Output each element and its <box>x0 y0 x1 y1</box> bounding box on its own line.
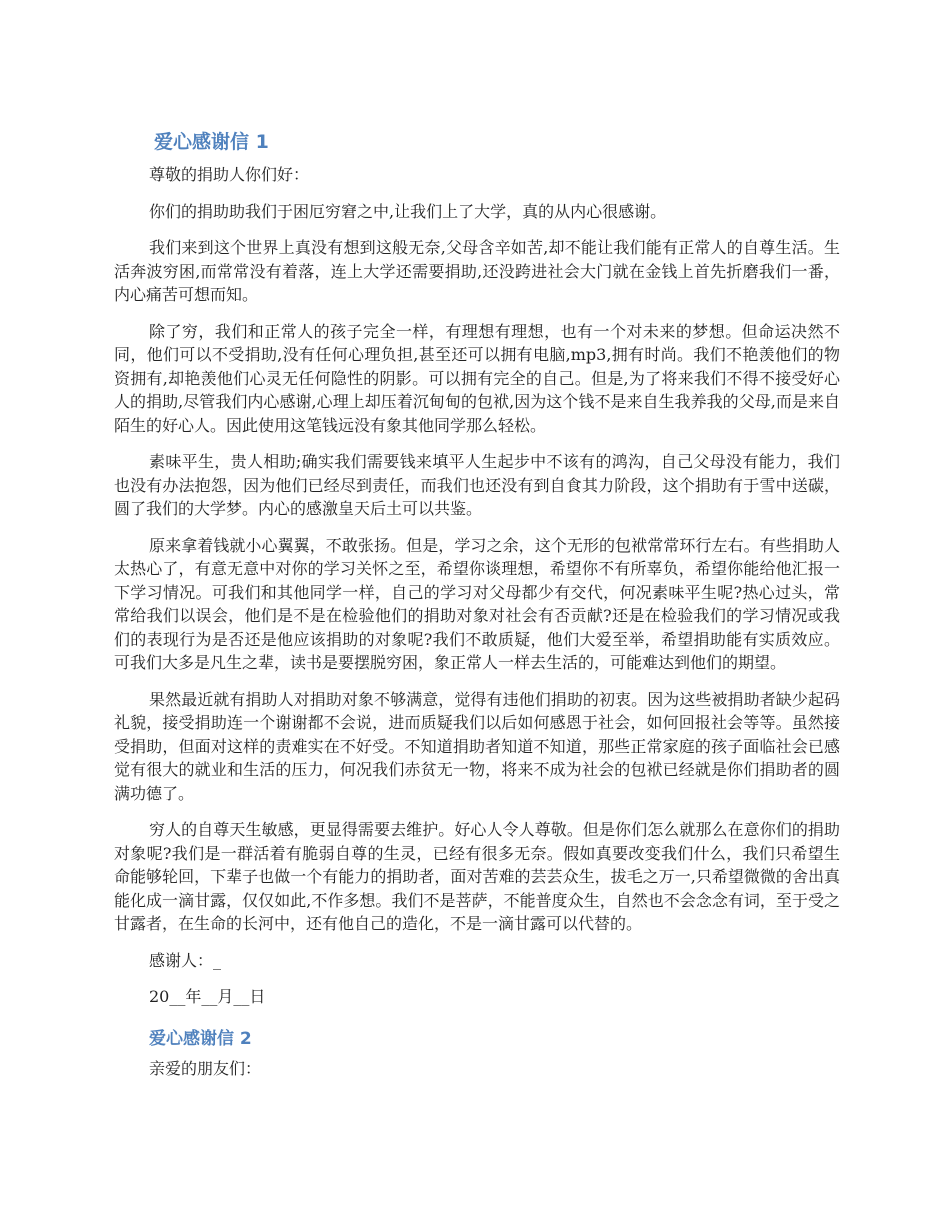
letter1-title: 爱心感谢信 1 <box>154 131 269 153</box>
letter1-paragraph: 我们来到这个世界上真没有想到这般无奈,父母含辛如苦,却不能让我们能有正常人的自尊生活。生活奔波穷困,而常常没有着落，连上大学还需要捐助,还没跨进社会大门就在金钱上首先折磨我们一番，内心痛苦可想而知。 <box>114 238 840 304</box>
document-body <box>114 122 840 1093</box>
letter1-paragraph: 除了穷，我们和正常人的孩子完全一样，有理想有理想，也有一个对未来的梦想。但命运决然不同，他们可以不受捐助,没有任何心理负担,甚至还可以拥有电脑,mp3,拥有时尚。我们不艳羡他们的物资拥有,却艳羡他们心灵无任何隐性的阴影。可以拥有完全的自己。但是,为了将来我们不得不接受好心人的捐助,尽管我们内心感谢,心理上却压着沉甸甸的包袱,因为这个钱不是来自生我养我的父母,而是来自陌生的好心人。因此使用这笔钱远没有象其他同学那么轻松。 <box>114 321 840 435</box>
letter1-greeting: 尊敬的捐助人你们好： <box>149 165 310 184</box>
letter1-date: 20__年__月__日 <box>149 987 266 1006</box>
letter1-paragraph: 你们的捐助助我们于困厄穷窘之中,让我们上了大学，真的从内心很感谢。 <box>149 201 667 221</box>
letter1-paragraph: 素味平生，贵人相助;确实我们需要钱来填平人生起步中不该有的鸿沟，自己父母没有能力，我们也没有办法抱怨，因为他们已经尽到责任，而我们也还没有到自食其力阶段，这个捐助有于雪中送碳，圆了我们的大学梦。内心的感激皇天后土可以共鉴。 <box>114 452 840 518</box>
letter2-title: 爱心感谢信 2 <box>149 1028 252 1049</box>
letter1-signature: 感谢人：_ <box>149 950 222 970</box>
letter1-paragraph: 穷人的自尊天生敏感，更显得需要去维护。好心人令人尊敬。但是你们怎么就那么在意你们的捐助对象呢?我们是一群活着有脆弱自尊的生灵，已经有很多无奈。假如真要改变我们什么，我们只希望生命能够轮回，下辈子也做一个有能力的捐助者，面对苦难的芸芸众生，拔毛之万一,只希望微微的舍出真能化成一滴甘露，仅仅如此,不作多想。我们不是菩萨，不能普度众生，自然也不会念念有词，至于受之甘露者，在生命的长河中，还有他自己的造化，不是一滴甘露可以代替的。 <box>114 820 840 933</box>
letter2-greeting: 亲爱的朋友们： <box>149 1058 262 1078</box>
letter1-paragraph: 果然最近就有捐助人对捐助对象不够满意，觉得有违他们捐助的初衷。因为这些被捐助者缺少起码礼貌，接受捐助连一个谢谢都不会说，进而质疑我们以后如何感恩于社会，如何回报社会等等。虽然接受捐助，但面对这样的责难实在不好受。不知道捐助者知道不知道，那些正常家庭的孩子面临社会已感觉有很大的就业和生活的压力，何况我们赤贫无一物，将来不成为社会的包袱已经就是你们捐助者的圆满功德了。 <box>114 689 840 803</box>
letter1-paragraph: 原来拿着钱就小心翼翼，不敢张扬。但是，学习之余，这个无形的包袱常常环行左右。有些捐助人太热心了，有意无意中对你的学习关怀之至，希望你谈理想，希望你不有所辜负，希望你能给他汇报一下学习情况。可我们和其他同学一样，自己的学习对父母都少有交代，何况素味平生呢?热心过头，常常给我们以误会，他们是不是在检验他们的捐助对象对社会有否贡献?还是在检验我们的学习情况或我们的表现行为是否还是他应该捐助的对象呢?我们不敢质疑，他们大爱至举，希望捐助能有实质效应。可我们大多是凡生之辈，读书是要摆脱穷困，象正常人一样去生活的，可能难达到他们的期望。 <box>114 535 840 672</box>
